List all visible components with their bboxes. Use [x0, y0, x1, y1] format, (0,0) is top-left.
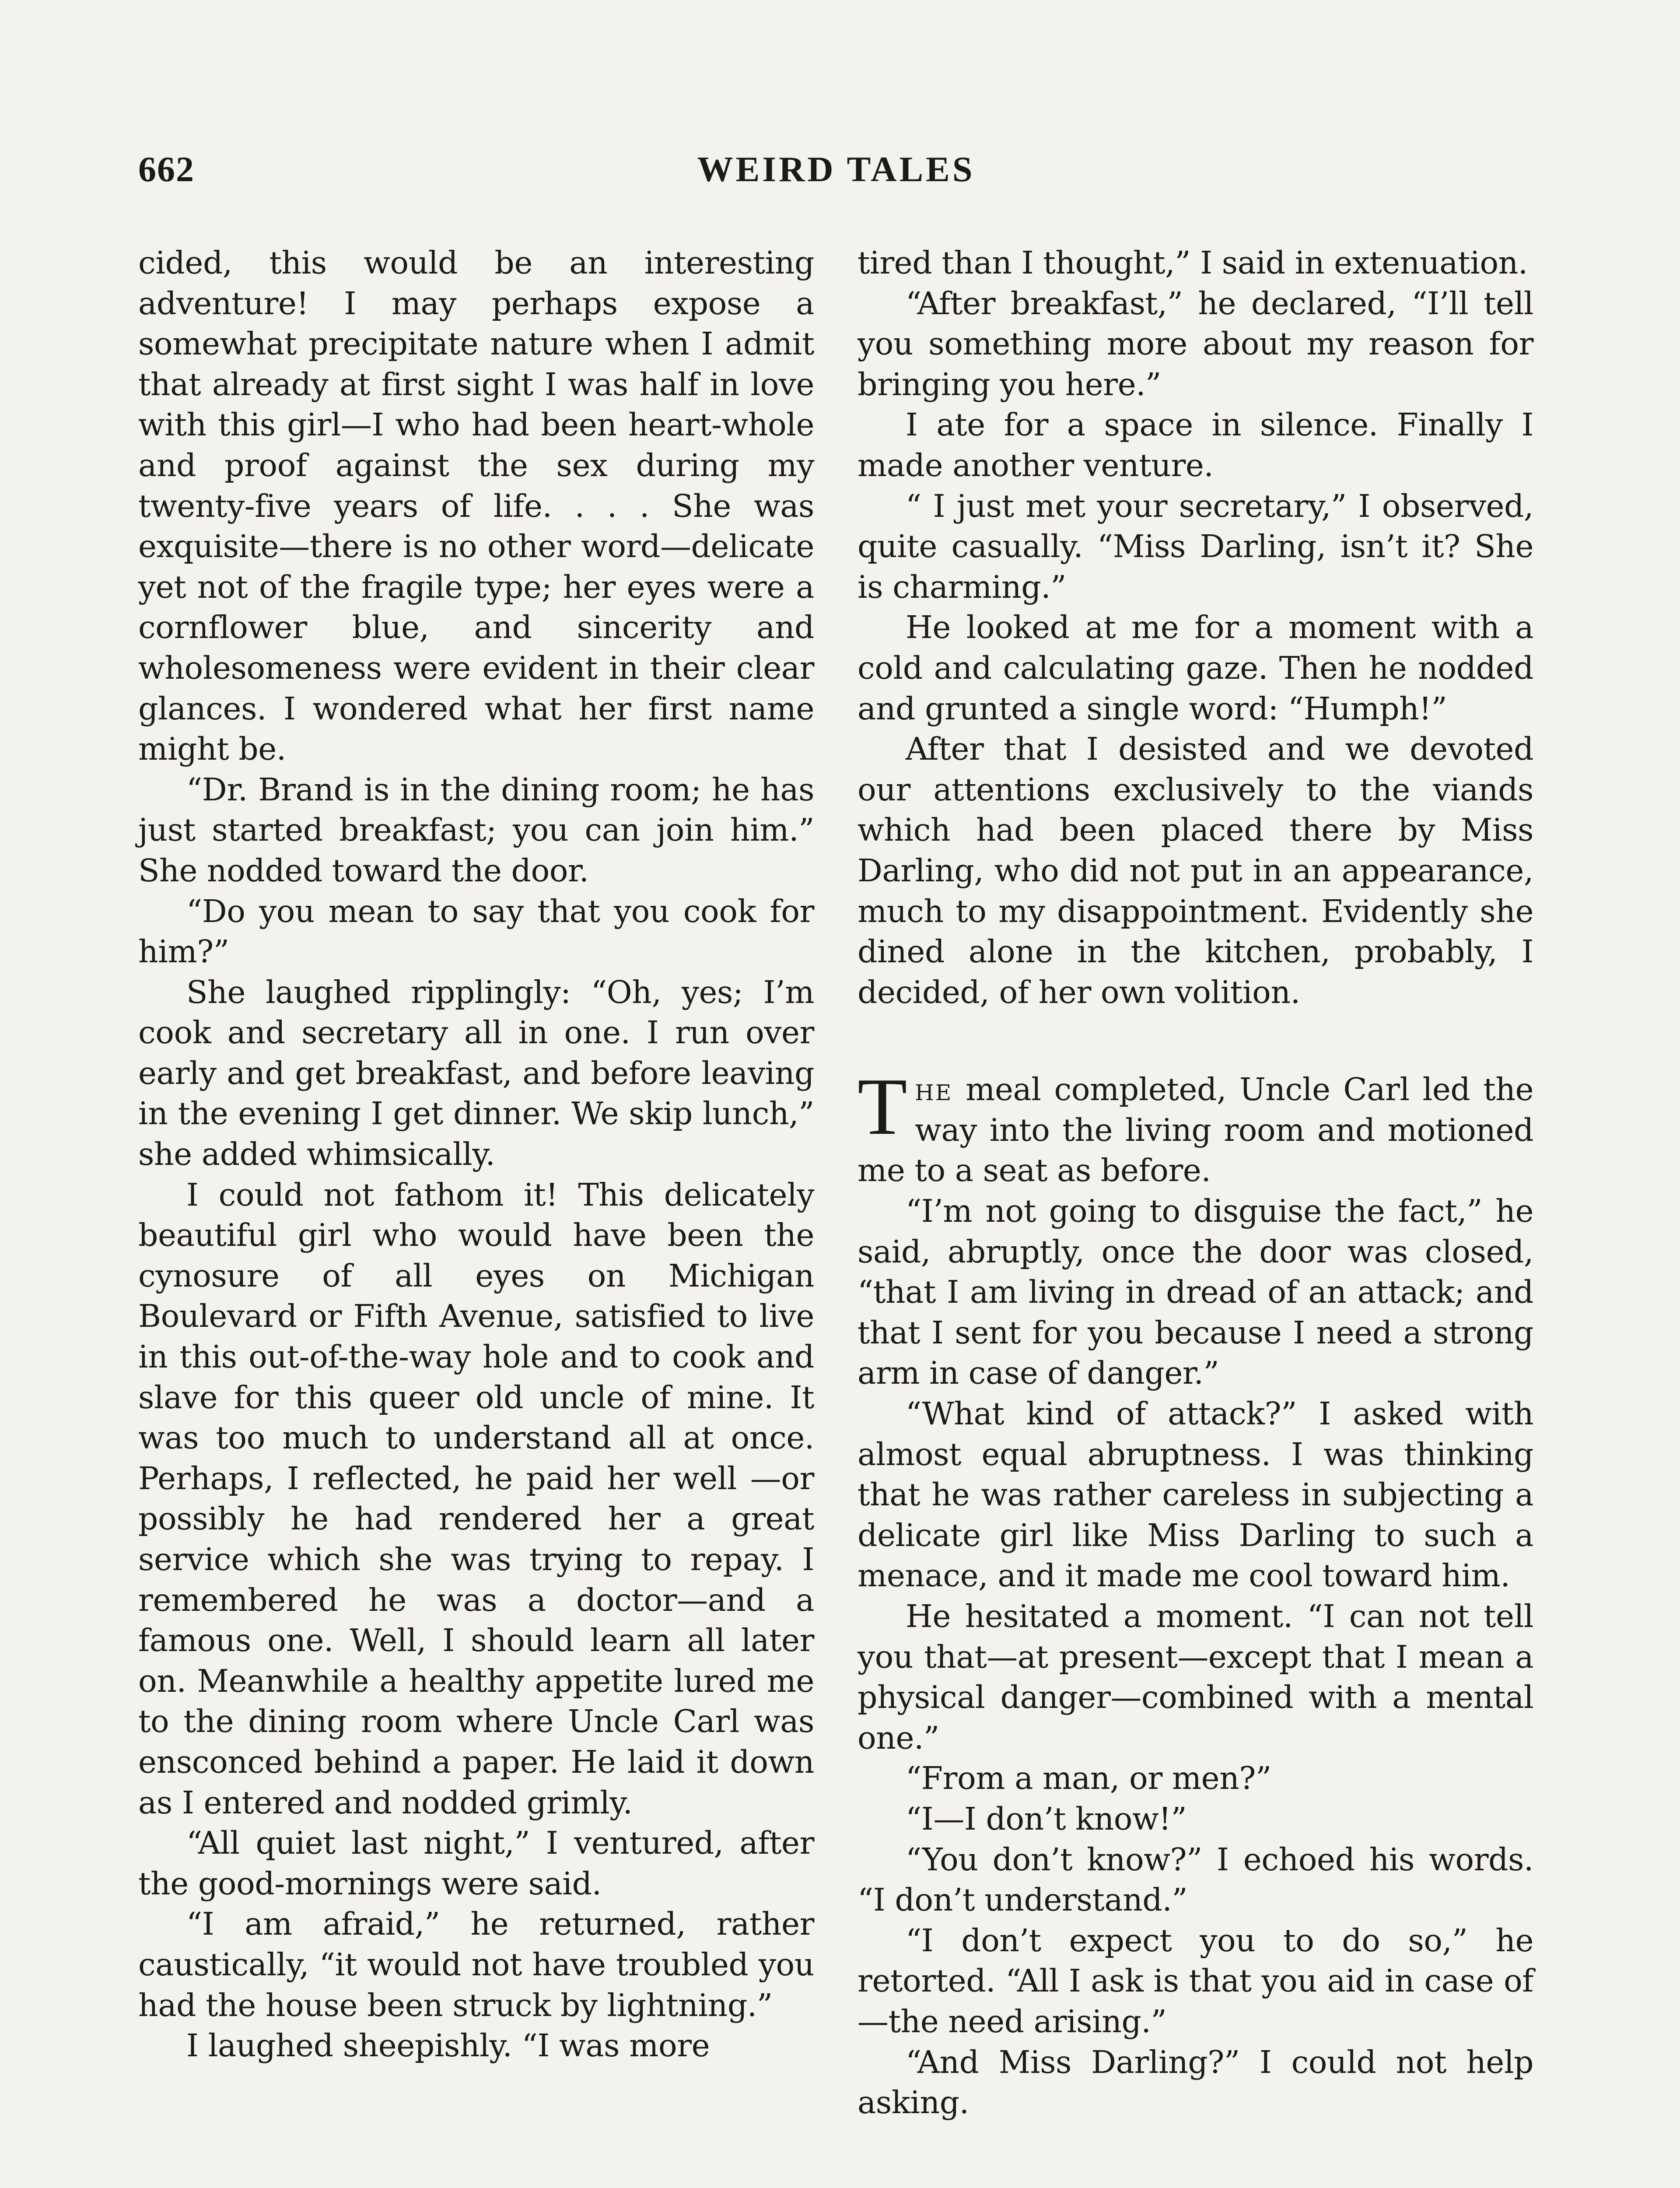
paragraph: I laughed sheepishly. “I was more [186, 2027, 710, 2064]
paragraph: “I am afraid,” he returned, rather caustically, “it would not have troubled you had the house been struck by lightning.” [138, 1906, 814, 2023]
paragraph: “I—I don’t know!” [906, 1800, 1187, 1837]
paragraph: “ I just met your secretary,” I observed, quite casually. “Miss Darling, isn’t it? She is charming.” [858, 487, 1533, 605]
paragraph: I ate for a space in silence. Finally I made another venture. [858, 407, 1533, 484]
section-gap [858, 1013, 1533, 1069]
paragraph: cided, this would be an interesting adventure! I may perhaps expose a somewhat precipitate nature when I admit that already at first sight I was half in love with this girl—I who had been heart-whole and proof against the sex during my twenty-five years of life. . . . She was exquisite—there is no other word—delicate yet not of the fragile type; her eyes were a cornflower blue, and sincerity and wholesomeness were evident in their clear glances. I wondered what her first name might be. [138, 245, 814, 768]
paragraph: “After breakfast,” he declared, “I’ll tell you something more about my reason for bringing you here.” [858, 285, 1533, 403]
paragraph: I could not fathom it! This delicately beautiful girl who would have been the cynosure of all eyes on Michigan Boulevard or Fifth Avenue, satisfied to live in this out-of-the-way hole and to cook and slave for this queer old uncle of mine. It was too much to understand all at once. Perhaps, I reflected, he paid her well —or possibly he had rendered her a great service which she was trying to repay. I remembered he was a doctor—and a famous one. Well, I should learn all later on. Meanwhile a healthy appetite lured me to the dining room where Uncle Carl was ensconced behind a paper. He laid it down as I entered and nodded grimly. [138, 1176, 814, 1821]
paragraph: “You don’t know?” I echoed his words. “I don’t understand.” [858, 1841, 1533, 1918]
paragraph: tired than I thought,” I said in extenuation. [858, 245, 1528, 281]
left-column [138, 243, 814, 2066]
paragraph: He looked at me for a moment with a cold and calculating gaze. Then he nodded and grunted a single word: “Humph!” [858, 609, 1533, 727]
section-opening-text: meal completed, Uncle Carl led the way into the living room and motioned me to a seat as before. [858, 1071, 1533, 1189]
paragraph: “And Miss Darling?” I could not help asking. [858, 2044, 1533, 2121]
page-number: 662 [138, 149, 195, 189]
drop-cap: T [858, 1062, 907, 1152]
paragraph: “Do you mean to say that you cook for him?” [138, 893, 814, 970]
page-header [138, 149, 1534, 201]
right-column [858, 243, 1533, 2123]
paragraph: She laughed ripplingly: “Oh, yes; I’m cook and secretary all in one. I run over early and get breakfast, and before leaving in the evening I get dinner. We skip lunch,” she added whimsically. [138, 974, 814, 1173]
paragraph: “What kind of attack?” I asked with almost equal abruptness. I was thinking that he was rather careless in subjecting a delicate girl like Miss Darling to such a menace, and it made me cool toward him. [858, 1396, 1533, 1594]
section-opening-paragraph [858, 1062, 1533, 1191]
paragraph: “From a man, or men?” [906, 1760, 1271, 1797]
running-title: WEIRD TALES [697, 149, 975, 189]
paragraph: After that I desisted and we devoted our attentions exclusively to the viands which had been placed there by Miss Darling, who did not put in an appearance, much to my disappointment. Evidently she dined alone in the kitchen, probably, I decided, of her own volition. [858, 731, 1533, 1010]
paragraph: “I don’t expect you to do so,” he retorted. “All I ask is that you aid in case of—the need arising.” [858, 1922, 1533, 2040]
paragraph: “All quiet last night,” I ventured, after the good-mornings were said. [138, 1825, 814, 1902]
paragraph: “Dr. Brand is in the dining room; he has just started breakfast; you can join him.” She nodded toward the door. [138, 771, 814, 889]
paragraph: “I’m not going to disguise the fact,” he said, abruptly, once the door was closed, “that I am living in dread of an attack; and that I sent for you because I need a strong arm in case of danger.” [858, 1193, 1533, 1392]
smallcaps-lead: he [915, 1071, 953, 1108]
paragraph: He hesitated a moment. “I can not tell you that—at present—except that I mean a physical danger—combined with a mental one.” [858, 1598, 1533, 1756]
